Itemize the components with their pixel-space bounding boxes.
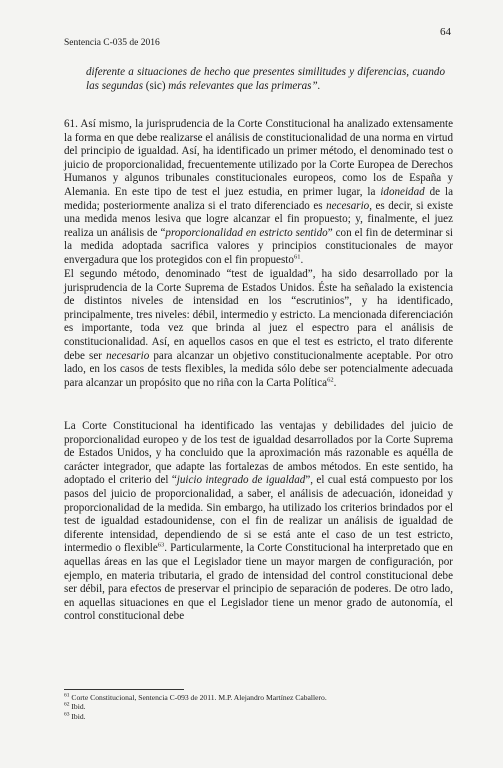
paragraph-61 xyxy=(64,118,453,268)
text-run: La Corte Constitucional ha identificado las ventajas y debilidades del juicio de proporcionalidad europeo y de los test de igualdad desarrollados por la Corte Suprema de Estados Unidos, y ha concluido que la aproximación más razonable es aquélla de carácter integrador, que adapte las fortalezas de ambos métodos. En este sentido, ha adoptado el criterio del “ xyxy=(64,420,453,487)
quote-text-end: más relevantes que las primeras”. xyxy=(165,79,321,92)
text-run: , es decir, si existe una medida menos lesiva que logre alcanzar el fin propuesto; y, finalmente, el juez realiza un análisis de “ xyxy=(64,199,453,239)
footnote xyxy=(64,702,327,711)
page-number: 64 xyxy=(440,26,451,38)
footnote xyxy=(64,712,327,721)
footnote-number: 62 xyxy=(64,701,70,708)
footnote-ref[interactable]: 63 xyxy=(157,541,165,549)
text-run: de la medida; posteriormente analiza si el trato diferenciado es xyxy=(64,185,453,212)
text-run: ”, el cual está compuesto por los pasos del juicio de proporcionalidad, a saber, el análisis de adecuación, idoneidad y proporcionalidad de la medida. Sin embargo, ha utilizado los criterios brindados por el test de igualdad estadounidense, con el fin de realizar un análisis de igualdad de diferente intensidad, dependiendo de si se está ante el caso de un test estricto, intermedio o flexible xyxy=(64,474,453,555)
block-quote xyxy=(86,66,445,93)
footnotes xyxy=(64,693,327,721)
text-run: ” con el fin de determinar si la medida adoptada sacrifica valores y principios constitucionales de mayor envergadura que los protegidos con el fin propuesto xyxy=(64,226,453,266)
footnote-number: 63 xyxy=(64,711,70,718)
text-run: El segundo método, denominado “test de igualdad”, ha sido desarrollado por la jurisprudencia de la Corte Suprema de Estados Unidos. Éste ha señalado la existencia de distintos niveles de intensidad en los “escrutinios”, y ha identificado, principalmente, tres niveles: débil, intermedio y estricto. La mencionada diferenciación es importante, toda vez que brinda al juez el espectro para el análisis de constitucionalidad. Así, en aquellos casos en que el test es estricto, el trato diferente debe ser xyxy=(64,268,453,362)
emphasis: necesario xyxy=(106,349,150,362)
footnote-divider xyxy=(64,689,184,690)
emphasis: necesario xyxy=(326,199,370,212)
footnote-ref[interactable]: 62 xyxy=(327,376,334,384)
footnote-text: Ibid. xyxy=(69,711,86,721)
text-run: . xyxy=(300,253,304,266)
text-run: . Particularmente, la Corte Constitucional ha interpretado que en aquellas áreas en las que el Legislador tiene un mayor margen de configuración, por ejemplo, en materia tributaria, el grado de intensidad del control constitucional debe ser débil, para efectos de preservar el principio de separación de poderes. De otro lado, en aquellas situaciones en que el Legislador tiene un menor grado de autonomía, el control constitucional debe xyxy=(64,542,453,623)
footnote-number: 61 xyxy=(64,692,70,699)
footnote-ref[interactable]: 61 xyxy=(293,253,301,261)
emphasis: juicio integrado de igualdad xyxy=(176,474,306,487)
paragraph-integrated-test xyxy=(64,420,453,624)
quote-sic: (sic) xyxy=(145,79,166,92)
text-run: 61. Así mismo, la jurisprudencia de la Corte Constitucional ha analizado extensamente la forma en que debe realizarse el análisis de constitucionalidad de una norma en virtud del principio de igualdad. Así, ha identificado un primer método, el denominado test o juicio de proporcionalidad, frecuentemente utilizado por la Corte Europea de Derechos Humanos y algunos tribunales constitucionales europeos, como los de España y Alemania. En este tipo de test el juez estudia, en primer lugar, la xyxy=(64,118,453,198)
footnote xyxy=(64,693,327,702)
text-run: para alcanzar un objetivo constitucionalmente aceptable. Por otro lado, en los casos de tests flexibles, la medida sólo debe ser potencialmente adecuada para alcanzar un propósito que no riña con la Carta Política xyxy=(64,349,453,389)
footnote-text: Corte Constitucional, Sentencia C-093 de 2011. M.P. Alejandro Martínez Caballero. xyxy=(69,693,327,702)
footnote-text: Ibid. xyxy=(69,702,86,712)
emphasis: proporcionalidad en estricto sentido xyxy=(165,226,328,239)
text-run: . xyxy=(333,376,337,389)
quote-text: diferente a situaciones de hecho que presentes similitudes y diferencias, cuando las segundas xyxy=(86,66,445,92)
emphasis: idoneidad xyxy=(380,185,425,198)
paragraph-second-method xyxy=(64,268,453,390)
running-header: Sentencia C-035 de 2016 xyxy=(64,38,160,48)
